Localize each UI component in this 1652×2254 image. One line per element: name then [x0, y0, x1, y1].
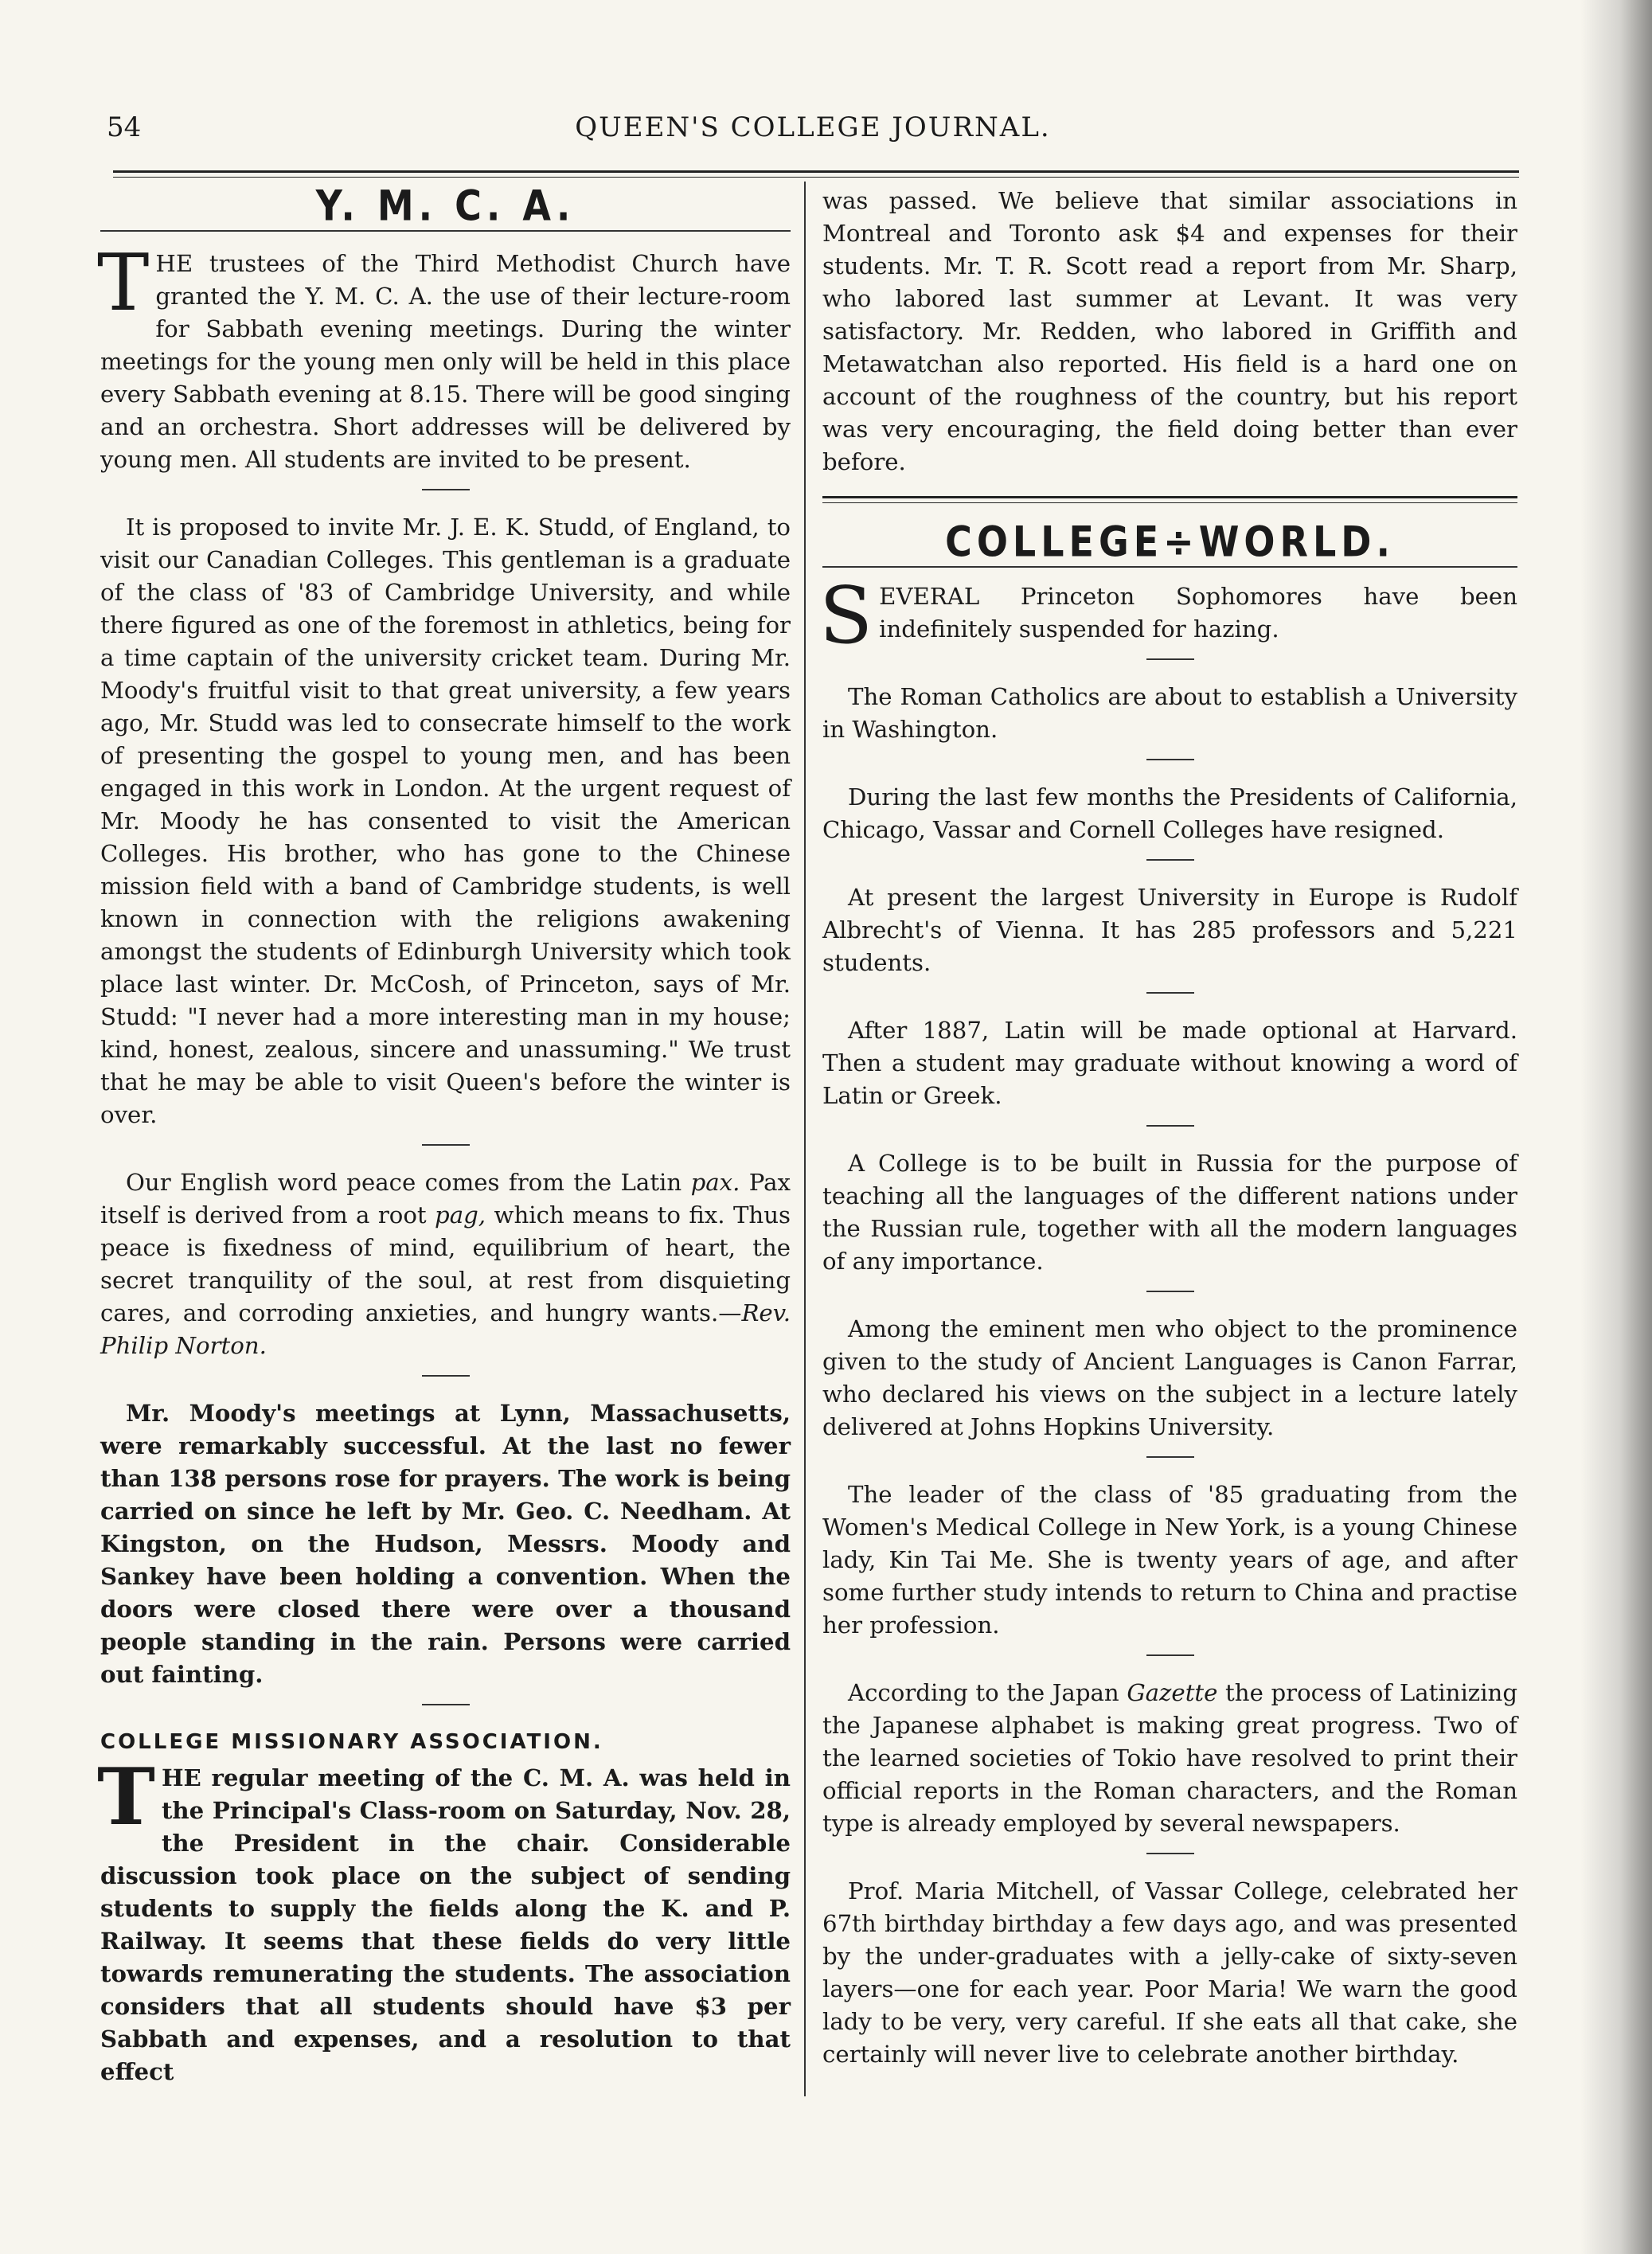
ymca-paragraph-1-text: HE trustees of the Third Methodist Church have granted the Y. M. C. A. the use of their lecture-room for Sabbath evening meetings. During the winter meetings for the young men only will be held in this place every Sabbath evening at 8.15. There will be good singing and an orchestra. Short addresses will be delivered by young men. All students are invited to be present. [100, 250, 791, 473]
separator [422, 1144, 470, 1146]
college-world-item-8: The leader of the class of '85 graduating from the Women's Medical College in New York, is a young Chinese lady, Kin Tai Me. She is twenty years of age, and after some further study intends to return to China and practise her profession. [822, 1481, 1517, 1639]
separator [1146, 759, 1194, 760]
separator [1146, 992, 1194, 994]
ymca-paragraph-3-text-a: Our English word peace comes from the Latin [126, 1169, 691, 1196]
latin-root-pag: pag, [435, 1201, 486, 1229]
college-world-item-9 [822, 1677, 1517, 1840]
japan-gazette-title: Gazette [1127, 1679, 1218, 1706]
ymca-heading-rule [100, 230, 791, 232]
separator [1146, 658, 1194, 660]
separator [1146, 859, 1194, 861]
running-head [107, 111, 1519, 156]
ymca-paragraph-3-text-b: Pax itself is derived from a root [100, 1169, 791, 1229]
right-column [819, 185, 1518, 2071]
ymca-paragraph-3-text-c: which means to fix. Thus peace is fixedness of mind, equilibrium of heart, the secret tranquility of the soul, at rest from disquieting cares, and corroding anxieties, and hungry wants.— [100, 1201, 791, 1326]
college-world-item-9-text-a: According to the Japan [848, 1679, 1127, 1706]
college-world-item-4: At present the largest University in Europe is Rudolf Albrecht's of Vienna. It has 285 professors and 5,221 students. [822, 884, 1517, 976]
college-world-item-6: A College is to be built in Russia for the purpose of teaching all the languages of the different nations under the Russian rule, together with all the modern languages of any importance. [822, 1150, 1517, 1275]
header-rule-thick [113, 170, 1519, 173]
ymca-heading: Y. M. C. A. [315, 180, 576, 230]
separator [1146, 1291, 1194, 1292]
college-world-heading-rule [822, 566, 1517, 568]
dropcap: T [97, 1752, 155, 1843]
dropcap: T [97, 238, 150, 329]
cma-heading: COLLEGE MISSIONARY ASSOCIATION. [100, 1730, 603, 1754]
ymca-paragraph-3 [100, 1166, 791, 1362]
separator [422, 1704, 470, 1705]
college-world-item-10: Prof. Maria Mitchell, of Vassar College, celebrated her 67th birthday birthday a few days ago, and was presented by the under-graduates with a jelly-cake of sixty-seven layers—one for each year. Poor Maria! We warn the good lady to be very, very careful. If she eats all that cake, she certainly will never live to celebrate another birthday. [822, 1877, 1517, 2068]
section-double-rule [822, 496, 1517, 503]
college-world-item-2: The Roman Catholics are about to establish a University in Washington. [822, 683, 1517, 743]
college-world-item-1-text: EVERAL Princeton Sophomores have been indefinitely suspended for hazing. [879, 583, 1517, 643]
cma-paragraph-right: was passed. We believe that similar associations in Montreal and Toronto ask $4 and expenses for their students. Mr. T. R. Scott read a report from Mr. Sharp, who labored last summer at Levant. It was very satisfactory. Mr. Redden, who labored in Griffith and Metawatchan also reported. His field is a hard one on account of the roughness of the country, but his report was very encouraging, the field doing better than ever before. [822, 187, 1517, 475]
college-world-item-1 [819, 571, 1517, 662]
journal-title: QUEEN'S COLLEGE JOURNAL. [575, 111, 1051, 143]
dropcap: S [819, 571, 873, 662]
separator [1146, 1125, 1194, 1127]
cma-paragraph-left-text: HE regular meeting of the C. M. A. was held in the Principal's Class-room on Saturday, Nov. 28, the President in the chair. Considerable discussion took place on the subject of sending students to supply the fields along the K. and P. Railway. It seems that these fields do very little towards remunerating the students. The association considers that all students should have $3 per Sabbath and expenses, and a resolution to that effect [100, 1764, 791, 2085]
college-world-item-3: During the last few months the Presidents of California, Chicago, Vassar and Cornell Colleges have resigned. [822, 783, 1517, 843]
latin-word-pax: pax. [690, 1169, 740, 1196]
separator [1146, 1853, 1194, 1854]
ymca-paragraph-2: It is proposed to invite Mr. J. E. K. Studd, of England, to visit our Canadian Colleges. This gentleman is a graduate of the class of '83 of Cambridge University, and while there figured as one of the foremost in athletics, being for a time captain of the university cricket team. During Mr. Moody's fruitful visit to that great university, a few years ago, Mr. Studd was led to consecrate himself to the work of presenting the gospel to young men, and has been engaged in this work in London. At the urgent request of Mr. Moody he has consented to visit the American Colleges. His brother, who has gone to the Chinese mission field with a band of Cambridge students, is well known in connection with the religions awakening amongst the students of Edinburgh University which took place last winter. Dr. McCosh, of Princeton, says of Mr. Studd: "I never had a more interesting man in my house; kind, honest, zealous, sincere and unassuming." We trust that he may be able to visit Queen's before the winter is over. [100, 514, 791, 1128]
left-column [97, 180, 791, 2088]
page-edge-shadow [1580, 0, 1652, 2254]
quote-attribution: Rev. Philip Norton. [100, 1299, 791, 1359]
separator [1146, 1456, 1194, 1458]
separator [422, 1375, 470, 1377]
page-number: 54 [107, 111, 142, 143]
ymca-paragraph-4: Mr. Moody's meetings at Lynn, Massachusetts, were remarkably successful. At the last no fewer than 138 persons rose for prayers. The work is being carried on since he left by Mr. Geo. C. Needham. At Kingston, on the Hudson, Messrs. Moody and Sankey have been holding a convention. When the doors were closed there were over a thousand people standing in the rain. Persons were carried out fainting. [100, 1400, 791, 1688]
cma-paragraph-left [97, 1752, 791, 2088]
college-world-heading: COLLEGE÷WORLD. [945, 516, 1395, 566]
college-world-item-7: Among the eminent men who object to the prominence given to the study of Ancient Languages is Canon Farrar, who declared his views on the subject in a lecture lately delivered at Johns Hopkins University. [822, 1315, 1517, 1440]
column-divider [804, 182, 806, 2096]
college-world-item-5: After 1887, Latin will be made optional at Harvard. Then a student may graduate without knowing a word of Latin or Greek. [822, 1017, 1517, 1109]
header-rule-thin [113, 177, 1519, 178]
ymca-paragraph-1 [97, 238, 791, 476]
college-world-item-9-text-b: the process of Latinizing the Japanese alphabet is making great progress. Two of the learned societies of Tokio have resolved to print their official reports in the Roman characters, and the Roman type is already employed by several newspapers. [822, 1679, 1518, 1837]
separator [1146, 1654, 1194, 1656]
separator [422, 489, 470, 490]
